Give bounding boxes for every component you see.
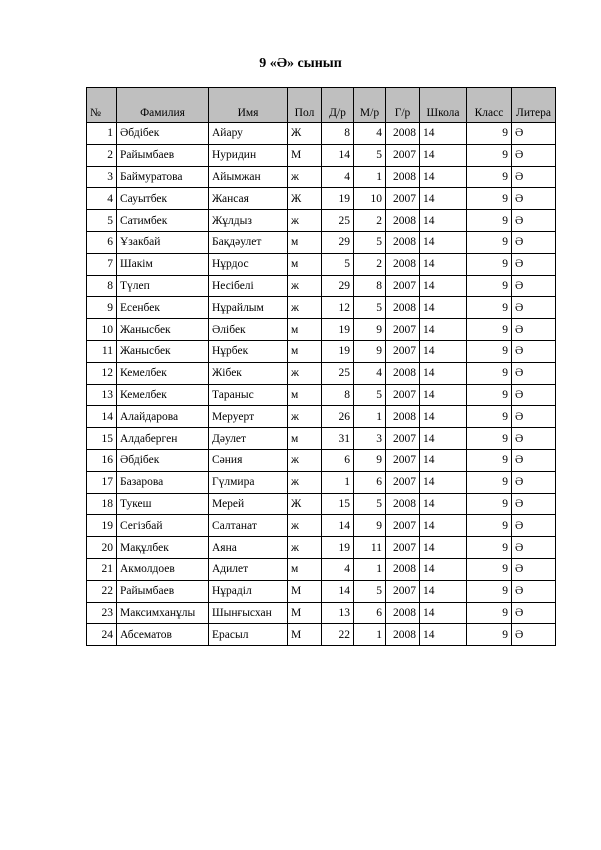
birth-day-cell: 5: [322, 253, 354, 275]
name-cell: Салтанат: [209, 515, 288, 537]
letter-cell: Ә: [512, 580, 556, 602]
birth-year-cell: 2008: [386, 297, 420, 319]
school-cell: 14: [420, 384, 467, 406]
letter-cell: Ә: [512, 384, 556, 406]
school-cell: 14: [420, 602, 467, 624]
row-number: 5: [87, 210, 117, 232]
row-number: 11: [87, 340, 117, 362]
name-cell: Әлібек: [209, 319, 288, 341]
birth-month-cell: 4: [354, 362, 386, 384]
name-cell: Аяна: [209, 537, 288, 559]
birth-month-cell: 3: [354, 428, 386, 450]
table-row: [87, 493, 556, 515]
school-cell: 14: [420, 471, 467, 493]
birth-month-cell: 5: [354, 580, 386, 602]
birth-day-cell: 6: [322, 449, 354, 471]
gender-cell: М: [288, 144, 322, 166]
row-number: 1: [87, 123, 117, 145]
row-number: 15: [87, 428, 117, 450]
birth-day-cell: 19: [322, 537, 354, 559]
surname-cell: Шакім: [117, 253, 209, 275]
surname-cell: Максимханұлы: [117, 602, 209, 624]
name-cell: Адилет: [209, 558, 288, 580]
page-title: 9 «Ә» сынып: [259, 56, 342, 71]
birth-month-cell: 2: [354, 210, 386, 232]
birth-day-cell: 19: [322, 319, 354, 341]
class-cell: 9: [467, 166, 512, 188]
letter-cell: Ә: [512, 275, 556, 297]
name-cell: Нұраділ: [209, 580, 288, 602]
class-cell: 9: [467, 515, 512, 537]
row-number: 4: [87, 188, 117, 210]
gender-cell: м: [288, 558, 322, 580]
letter-cell: Ә: [512, 449, 556, 471]
column-header: Пол: [288, 88, 322, 123]
surname-cell: Абсематов: [117, 624, 209, 646]
letter-cell: Ә: [512, 231, 556, 253]
surname-cell: Акмолдоев: [117, 558, 209, 580]
letter-cell: Ә: [512, 340, 556, 362]
row-number: 14: [87, 406, 117, 428]
school-cell: 14: [420, 449, 467, 471]
birth-year-cell: 2008: [386, 166, 420, 188]
table-row: [87, 580, 556, 602]
birth-year-cell: 2007: [386, 449, 420, 471]
class-cell: 9: [467, 580, 512, 602]
letter-cell: Ә: [512, 493, 556, 515]
birth-month-cell: 5: [354, 231, 386, 253]
letter-cell: Ә: [512, 471, 556, 493]
school-cell: 14: [420, 515, 467, 537]
birth-month-cell: 10: [354, 188, 386, 210]
school-cell: 14: [420, 253, 467, 275]
table-row: [87, 340, 556, 362]
birth-month-cell: 5: [354, 384, 386, 406]
row-number: 16: [87, 449, 117, 471]
row-number: 8: [87, 275, 117, 297]
school-cell: 14: [420, 406, 467, 428]
letter-cell: Ә: [512, 624, 556, 646]
birth-day-cell: 14: [322, 144, 354, 166]
birth-year-cell: 2008: [386, 493, 420, 515]
table-row: [87, 515, 556, 537]
row-number: 19: [87, 515, 117, 537]
surname-cell: Базарова: [117, 471, 209, 493]
letter-cell: Ә: [512, 319, 556, 341]
table-row: [87, 123, 556, 145]
column-header: Литера: [512, 88, 556, 123]
surname-cell: Әбдібек: [117, 449, 209, 471]
birth-year-cell: 2007: [386, 428, 420, 450]
surname-cell: Сегізбай: [117, 515, 209, 537]
surname-cell: Райымбаев: [117, 144, 209, 166]
row-number: 10: [87, 319, 117, 341]
gender-cell: м: [288, 428, 322, 450]
name-cell: Меруерт: [209, 406, 288, 428]
row-number: 18: [87, 493, 117, 515]
school-cell: 14: [420, 210, 467, 232]
class-cell: 9: [467, 624, 512, 646]
class-cell: 9: [467, 144, 512, 166]
table-row: [87, 166, 556, 188]
birth-year-cell: 2007: [386, 515, 420, 537]
birth-month-cell: 1: [354, 558, 386, 580]
table-row: [87, 471, 556, 493]
birth-year-cell: 2008: [386, 231, 420, 253]
name-cell: Дәулет: [209, 428, 288, 450]
gender-cell: ж: [288, 362, 322, 384]
name-cell: Жібек: [209, 362, 288, 384]
header-row: [87, 88, 556, 123]
row-number: 2: [87, 144, 117, 166]
birth-day-cell: 4: [322, 558, 354, 580]
table-row: [87, 428, 556, 450]
column-header: Школа: [420, 88, 467, 123]
surname-cell: Ұзакбай: [117, 231, 209, 253]
table-row: [87, 602, 556, 624]
birth-year-cell: 2008: [386, 624, 420, 646]
birth-year-cell: 2007: [386, 471, 420, 493]
gender-cell: ж: [288, 406, 322, 428]
birth-year-cell: 2007: [386, 580, 420, 602]
birth-month-cell: 5: [354, 493, 386, 515]
gender-cell: ж: [288, 275, 322, 297]
table-row: [87, 231, 556, 253]
column-header: Фамилия: [117, 88, 209, 123]
gender-cell: М: [288, 580, 322, 602]
table-body: [87, 123, 556, 646]
name-cell: Нұрайлым: [209, 297, 288, 319]
birth-day-cell: 29: [322, 275, 354, 297]
letter-cell: Ә: [512, 253, 556, 275]
birth-day-cell: 13: [322, 602, 354, 624]
birth-month-cell: 5: [354, 144, 386, 166]
school-cell: 14: [420, 624, 467, 646]
birth-year-cell: 2007: [386, 188, 420, 210]
school-cell: 14: [420, 275, 467, 297]
school-cell: 14: [420, 319, 467, 341]
birth-day-cell: 15: [322, 493, 354, 515]
name-cell: Гүлмира: [209, 471, 288, 493]
surname-cell: Алдаберген: [117, 428, 209, 450]
table-row: [87, 558, 556, 580]
birth-month-cell: 2: [354, 253, 386, 275]
row-number: 17: [87, 471, 117, 493]
gender-cell: Ж: [288, 493, 322, 515]
gender-cell: М: [288, 624, 322, 646]
birth-month-cell: 5: [354, 297, 386, 319]
birth-year-cell: 2007: [386, 275, 420, 297]
class-cell: 9: [467, 340, 512, 362]
birth-day-cell: 8: [322, 384, 354, 406]
birth-month-cell: 6: [354, 471, 386, 493]
birth-month-cell: 9: [354, 319, 386, 341]
row-number: 6: [87, 231, 117, 253]
name-cell: Сәния: [209, 449, 288, 471]
letter-cell: Ә: [512, 166, 556, 188]
birth-month-cell: 1: [354, 166, 386, 188]
name-cell: Нұрбек: [209, 340, 288, 362]
table-row: [87, 624, 556, 646]
school-cell: 14: [420, 231, 467, 253]
school-cell: 14: [420, 166, 467, 188]
gender-cell: м: [288, 340, 322, 362]
school-cell: 14: [420, 362, 467, 384]
school-cell: 14: [420, 188, 467, 210]
class-cell: 9: [467, 406, 512, 428]
letter-cell: Ә: [512, 515, 556, 537]
surname-cell: Сатимбек: [117, 210, 209, 232]
table-row: [87, 362, 556, 384]
row-number: 9: [87, 297, 117, 319]
table-row: [87, 275, 556, 297]
row-number: 13: [87, 384, 117, 406]
surname-cell: Есенбек: [117, 297, 209, 319]
school-cell: 14: [420, 144, 467, 166]
birth-day-cell: 22: [322, 624, 354, 646]
gender-cell: ж: [288, 537, 322, 559]
gender-cell: Ж: [288, 188, 322, 210]
name-cell: Ерасыл: [209, 624, 288, 646]
birth-day-cell: 14: [322, 515, 354, 537]
column-header: М/р: [354, 88, 386, 123]
name-cell: Бақдәулет: [209, 231, 288, 253]
birth-day-cell: 29: [322, 231, 354, 253]
birth-month-cell: 9: [354, 449, 386, 471]
birth-day-cell: 25: [322, 362, 354, 384]
surname-cell: Райымбаев: [117, 580, 209, 602]
letter-cell: Ә: [512, 558, 556, 580]
school-cell: 14: [420, 493, 467, 515]
name-cell: Нуридин: [209, 144, 288, 166]
surname-cell: Түлеп: [117, 275, 209, 297]
name-cell: Несібелі: [209, 275, 288, 297]
column-header: Г/р: [386, 88, 420, 123]
table-row: [87, 537, 556, 559]
letter-cell: Ә: [512, 297, 556, 319]
gender-cell: м: [288, 319, 322, 341]
class-cell: 9: [467, 537, 512, 559]
birth-day-cell: 12: [322, 297, 354, 319]
birth-month-cell: 9: [354, 340, 386, 362]
table-row: [87, 449, 556, 471]
class-cell: 9: [467, 319, 512, 341]
name-cell: Нұрдос: [209, 253, 288, 275]
class-cell: 9: [467, 471, 512, 493]
birth-year-cell: 2008: [386, 253, 420, 275]
row-number: 23: [87, 602, 117, 624]
letter-cell: Ә: [512, 188, 556, 210]
name-cell: Айымжан: [209, 166, 288, 188]
birth-year-cell: 2008: [386, 123, 420, 145]
school-cell: 14: [420, 297, 467, 319]
school-cell: 14: [420, 537, 467, 559]
birth-month-cell: 11: [354, 537, 386, 559]
surname-cell: Баймуратова: [117, 166, 209, 188]
class-cell: 9: [467, 602, 512, 624]
table-row: [87, 297, 556, 319]
birth-day-cell: 8: [322, 123, 354, 145]
birth-year-cell: 2008: [386, 602, 420, 624]
class-cell: 9: [467, 449, 512, 471]
class-cell: 9: [467, 362, 512, 384]
school-cell: 14: [420, 558, 467, 580]
letter-cell: Ә: [512, 406, 556, 428]
surname-cell: Алайдарова: [117, 406, 209, 428]
birth-year-cell: 2007: [386, 384, 420, 406]
gender-cell: ж: [288, 471, 322, 493]
surname-cell: Кемелбек: [117, 384, 209, 406]
birth-month-cell: 1: [354, 406, 386, 428]
table-row: [87, 253, 556, 275]
birth-year-cell: 2008: [386, 210, 420, 232]
surname-cell: Әбдібек: [117, 123, 209, 145]
row-number: 12: [87, 362, 117, 384]
gender-cell: м: [288, 231, 322, 253]
school-cell: 14: [420, 580, 467, 602]
letter-cell: Ә: [512, 537, 556, 559]
class-cell: 9: [467, 253, 512, 275]
school-cell: 14: [420, 123, 467, 145]
column-header: Д/р: [322, 88, 354, 123]
class-cell: 9: [467, 297, 512, 319]
gender-cell: ж: [288, 297, 322, 319]
surname-cell: Кемелбек: [117, 362, 209, 384]
table-row: [87, 188, 556, 210]
table-row: [87, 210, 556, 232]
row-number: 22: [87, 580, 117, 602]
surname-cell: Жанысбек: [117, 340, 209, 362]
name-cell: Шынғысхан: [209, 602, 288, 624]
class-cell: 9: [467, 188, 512, 210]
birth-year-cell: 2007: [386, 340, 420, 362]
class-cell: 9: [467, 558, 512, 580]
class-cell: 9: [467, 123, 512, 145]
row-number: 20: [87, 537, 117, 559]
row-number: 24: [87, 624, 117, 646]
table-row: [87, 144, 556, 166]
birth-year-cell: 2008: [386, 406, 420, 428]
row-number: 7: [87, 253, 117, 275]
gender-cell: ж: [288, 515, 322, 537]
school-cell: 14: [420, 340, 467, 362]
student-table: [86, 87, 556, 646]
name-cell: Айару: [209, 123, 288, 145]
row-number: 21: [87, 558, 117, 580]
birth-day-cell: 4: [322, 166, 354, 188]
gender-cell: ж: [288, 210, 322, 232]
birth-day-cell: 1: [322, 471, 354, 493]
letter-cell: Ә: [512, 123, 556, 145]
letter-cell: Ә: [512, 362, 556, 384]
gender-cell: м: [288, 253, 322, 275]
gender-cell: М: [288, 602, 322, 624]
name-cell: Тараныс: [209, 384, 288, 406]
birth-day-cell: 31: [322, 428, 354, 450]
birth-day-cell: 25: [322, 210, 354, 232]
school-cell: 14: [420, 428, 467, 450]
column-header: Имя: [209, 88, 288, 123]
surname-cell: Мақұлбек: [117, 537, 209, 559]
gender-cell: Ж: [288, 123, 322, 145]
column-header: №: [87, 88, 117, 123]
table-header: [87, 88, 556, 123]
row-number: 3: [87, 166, 117, 188]
name-cell: Жансая: [209, 188, 288, 210]
birth-month-cell: 8: [354, 275, 386, 297]
name-cell: Жұлдыз: [209, 210, 288, 232]
birth-year-cell: 2007: [386, 319, 420, 341]
class-cell: 9: [467, 384, 512, 406]
table-row: [87, 384, 556, 406]
letter-cell: Ә: [512, 144, 556, 166]
gender-cell: ж: [288, 166, 322, 188]
table-row: [87, 319, 556, 341]
class-cell: 9: [467, 275, 512, 297]
class-cell: 9: [467, 231, 512, 253]
gender-cell: ж: [288, 449, 322, 471]
surname-cell: Тукеш: [117, 493, 209, 515]
birth-day-cell: 14: [322, 580, 354, 602]
table-row: [87, 406, 556, 428]
letter-cell: Ә: [512, 210, 556, 232]
class-cell: 9: [467, 210, 512, 232]
letter-cell: Ә: [512, 428, 556, 450]
birth-year-cell: 2008: [386, 558, 420, 580]
surname-cell: Сауытбек: [117, 188, 209, 210]
letter-cell: Ә: [512, 602, 556, 624]
name-cell: Мерей: [209, 493, 288, 515]
birth-day-cell: 19: [322, 188, 354, 210]
birth-year-cell: 2008: [386, 362, 420, 384]
class-cell: 9: [467, 428, 512, 450]
gender-cell: м: [288, 384, 322, 406]
class-cell: 9: [467, 493, 512, 515]
column-header: Класс: [467, 88, 512, 123]
birth-day-cell: 19: [322, 340, 354, 362]
birth-month-cell: 9: [354, 515, 386, 537]
birth-month-cell: 4: [354, 123, 386, 145]
birth-year-cell: 2007: [386, 537, 420, 559]
surname-cell: Жанысбек: [117, 319, 209, 341]
birth-day-cell: 26: [322, 406, 354, 428]
birth-month-cell: 6: [354, 602, 386, 624]
birth-year-cell: 2007: [386, 144, 420, 166]
birth-month-cell: 1: [354, 624, 386, 646]
